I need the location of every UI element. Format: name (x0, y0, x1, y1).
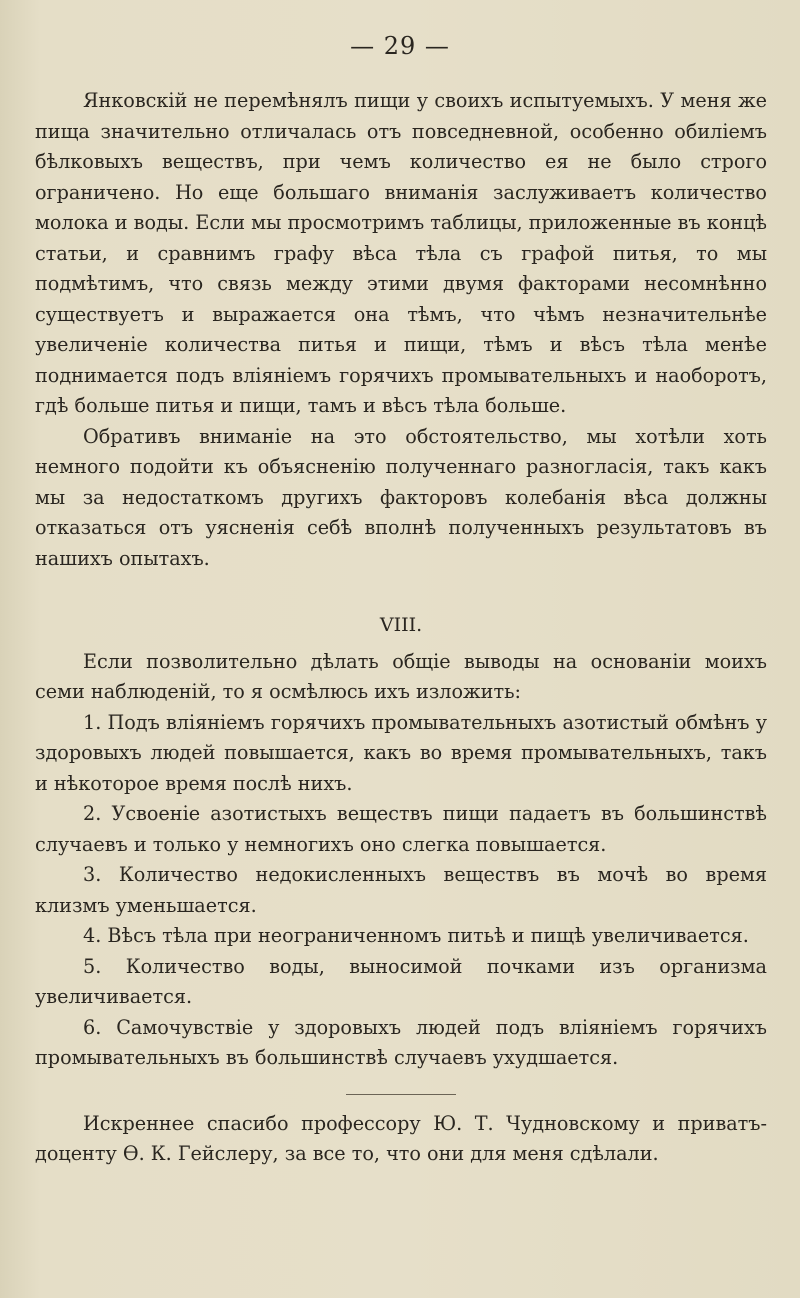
conclusions-intro: Если позволительно дѣлать общіе выводы на основаніи моихъ семи наблюденій, то я осмѣлюсь ихъ изложить: (35, 649, 767, 703)
section-heading: VIII. (379, 614, 423, 636)
conclusion-item: 4. Вѣсъ тѣла при неограниченномъ питьѣ и пищѣ увеличивается. (83, 924, 749, 947)
conclusion-item: 1. Подъ вліяніемъ горячихъ промывательныхъ азотистый обмѣнъ у здоровыхъ людей повышается, какъ во время промывательныхъ, такъ и нѣкоторое время послѣ нихъ. (35, 710, 767, 795)
paragraph: Янковскій не перемѣнялъ пищи у своихъ испытуемыхъ. У меня же пища значительно отличалась отъ повседневной, особенно обиліемъ бѣлковыхъ веществъ, при чемъ количество ея не было строго ограничено. Но еще большаго вниманія заслуживаетъ количество молока и воды. Если мы просмотримъ таблицы, приложенные въ концѣ статьи, и сравнимъ графу вѣса тѣла съ графой питья, то мы подмѣтимъ, что связь между этими двумя факторами несомнѣнно существуетъ и выражается она тѣмъ, что чѣмъ незначительнѣе увеличеніе количества питья и пищи, тѣмъ и вѣсъ тѣла менѣе поднимается подъ вліяніемъ горячихъ промывательныхъ и наоборотъ, гдѣ больше питья и пищи, тамъ и вѣсъ тѣла больше. (35, 89, 767, 417)
conclusion-item: 5. Количество воды, выносимой почками изъ организма увеличивается. (35, 954, 767, 1008)
conclusion-item: 6. Самочувствіе у здоровыхъ людей подъ вліяніемъ горячихъ промывательныхъ въ большинствѣ случаевъ ухудшается. (35, 1015, 767, 1069)
conclusion-item: 3. Количество недокисленныхъ веществъ въ мочѣ во время клизмъ уменьшается. (35, 863, 767, 917)
paragraph: Обративъ вниманіе на это обстоятельство, мы хотѣли хоть немного подойти къ объясненію полученнаго разногласія, такъ какъ мы за недостаткомъ другихъ факторовъ колебанія вѣса должны отказаться отъ уясненія себѣ вполнѣ полученныхъ результатовъ въ нашихъ опытахъ. (35, 424, 767, 570)
divider (346, 1094, 456, 1095)
page-number: — 29 — (350, 32, 450, 60)
acknowledgement: Искреннее спасибо профессору Ю. Т. Чудновскому и приватъ-доценту Ѳ. К. Гейслеру, за все то, что они для меня сдѣлали. (35, 1111, 767, 1165)
body-text (35, 86, 767, 1170)
conclusion-item: 2. Усвоеніе азотистыхъ веществъ пищи падаетъ въ большинствѣ случаевъ и только у немногихъ оно слегка повышается. (35, 802, 767, 856)
